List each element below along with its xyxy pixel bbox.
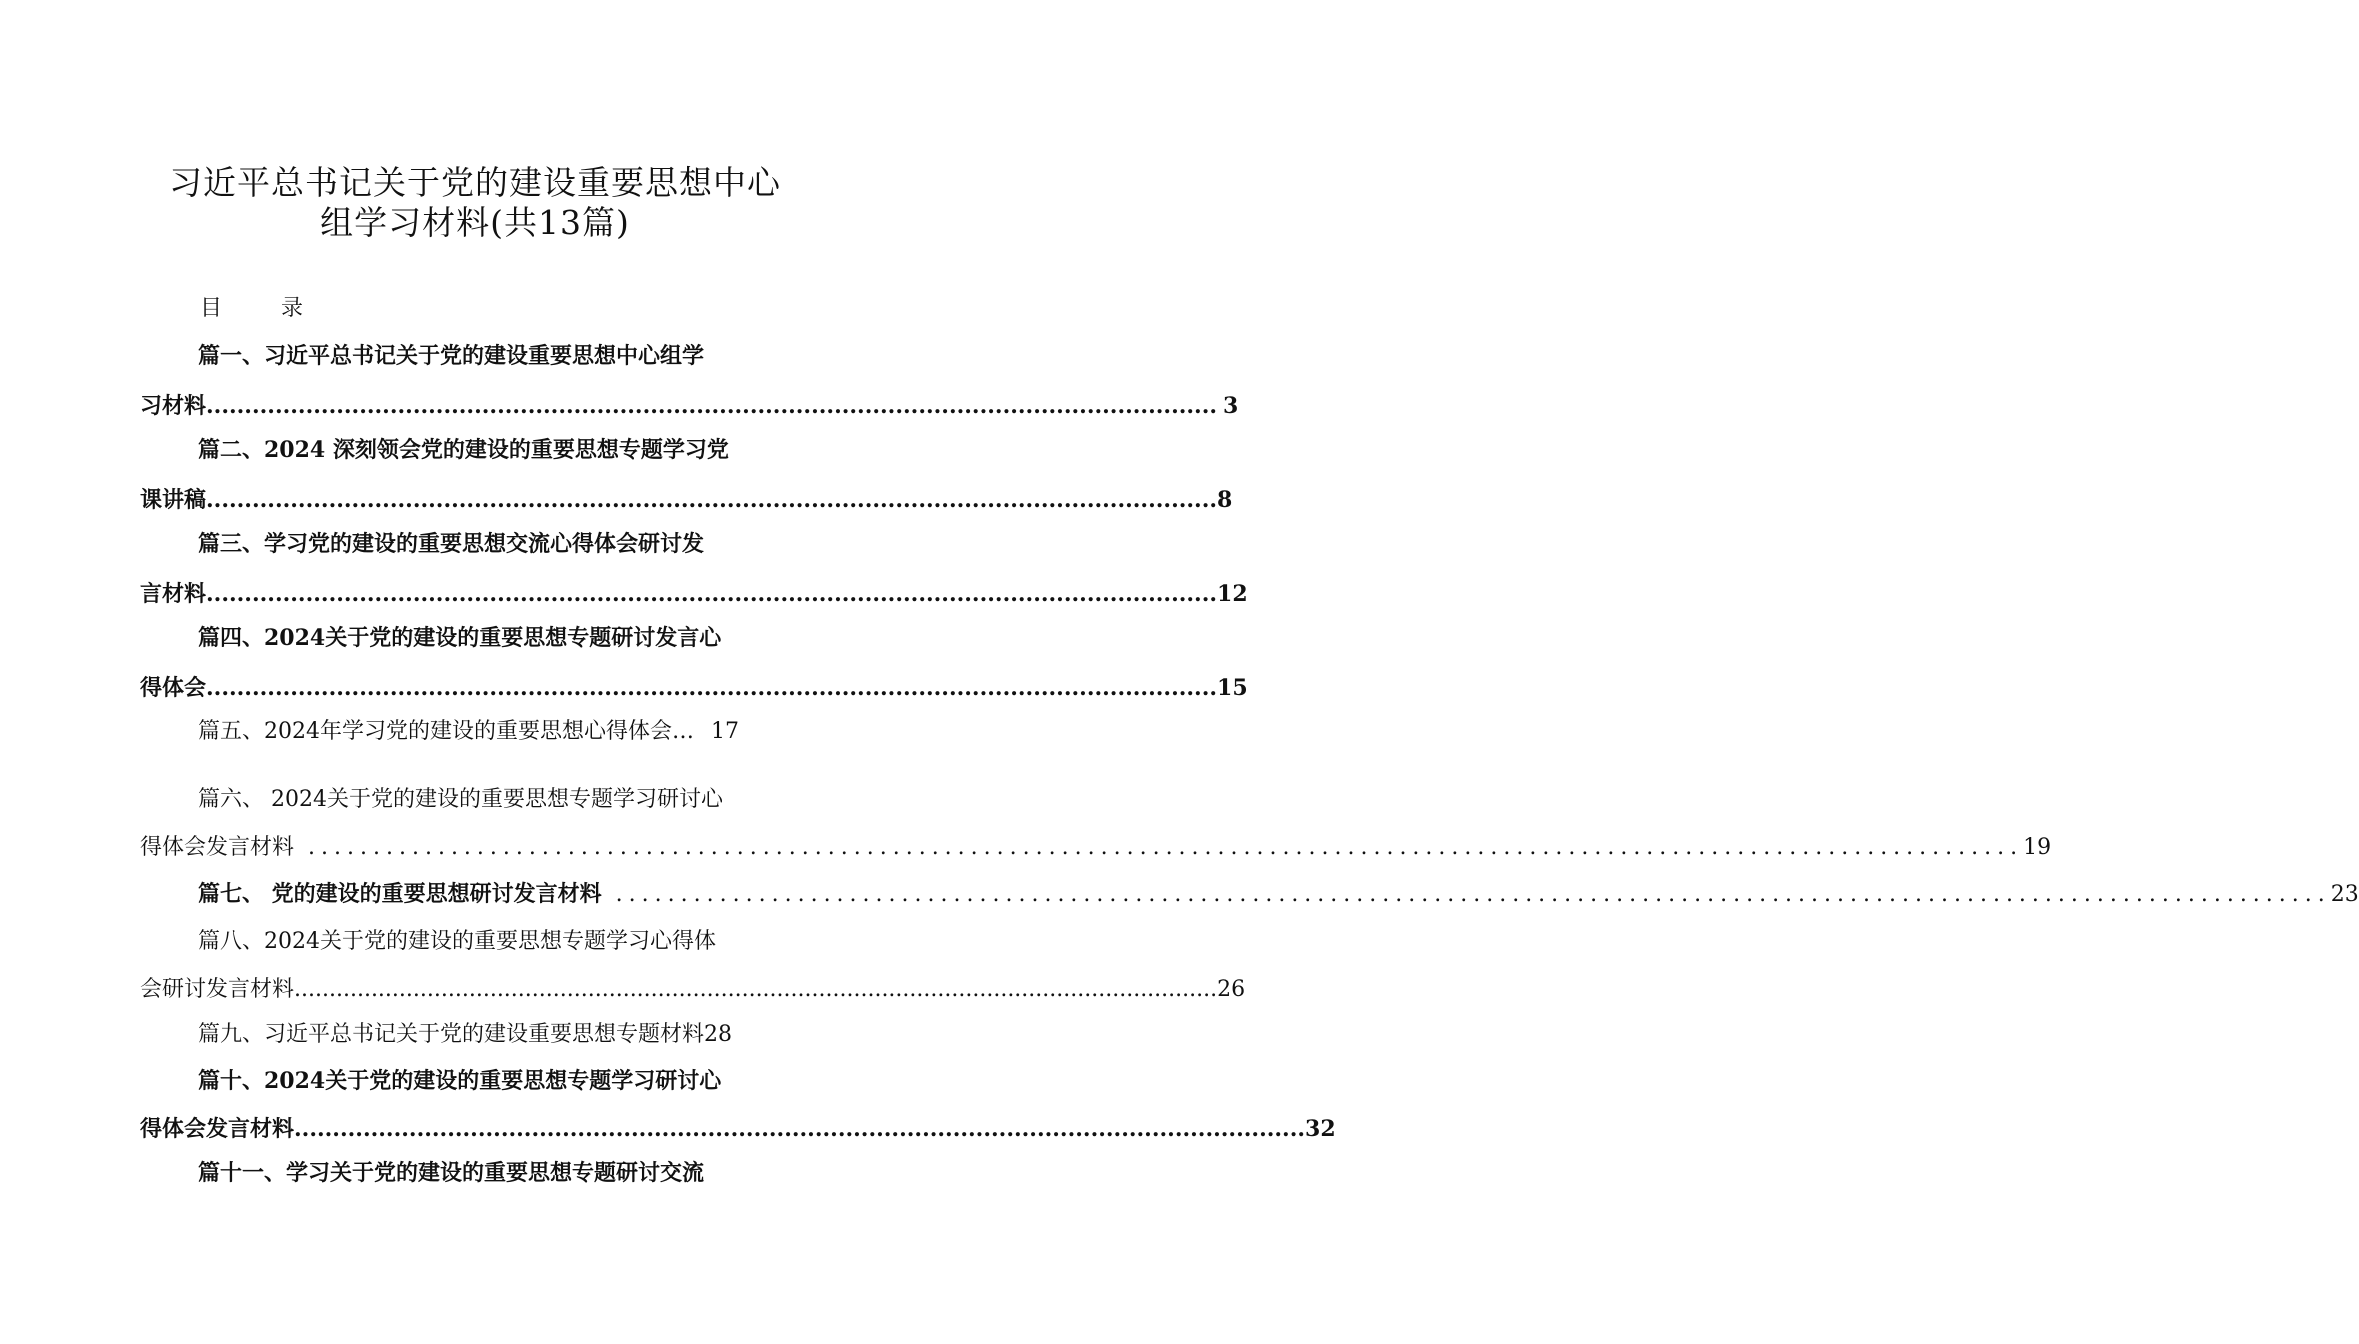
toc-item-4-leader[interactable] xyxy=(140,671,1248,702)
toc-item-2-leader[interactable] xyxy=(140,483,1233,514)
toc-item-3-page: 12 xyxy=(1217,581,1248,607)
toc-item-3-title[interactable]: 篇三、学习党的建设的重要思想交流心得体会研讨发 xyxy=(198,531,705,557)
toc-item-5-page: 17 xyxy=(711,719,739,744)
toc-item-7[interactable] xyxy=(198,877,2359,908)
toc-item-9-title: 篇九、习近平总书记关于党的建设重要思想专题材料 xyxy=(198,1022,705,1047)
toc-item-6-leader[interactable] xyxy=(140,830,2052,861)
dot-leader: .................................................................................................................................... xyxy=(294,977,1218,1002)
toc-item-1-title-cont: 习材料 xyxy=(140,393,207,419)
toc-item-6-title-cont: 得体会发言材料 xyxy=(140,835,295,860)
toc-item-8-title-cont: 会研讨发言材料 xyxy=(140,977,295,1002)
toc-item-4-title-cont: 得体会 xyxy=(140,675,207,701)
dot-leader: .................................................................................................................................... xyxy=(308,835,2024,860)
dot-leader: .................................................................................................................................... xyxy=(206,393,1218,419)
doc-title-line1: 习近平总书记关于党的建设重要思想中心 xyxy=(169,163,781,202)
toc-item-2-title[interactable]: 篇二、2024 深刻领会党的建设的重要思想专题学习党 xyxy=(198,437,729,463)
toc-item-11-title[interactable]: 篇十一、学习关于党的建设的重要思想专题研讨交流 xyxy=(198,1160,705,1186)
toc-item-5[interactable] xyxy=(198,714,818,745)
toc-item-2-page: 8 xyxy=(1217,487,1233,513)
toc-item-9[interactable] xyxy=(198,1017,732,1048)
dot-leader: .................................................................................................................................... xyxy=(206,581,1218,607)
toc-item-6-page: 19 xyxy=(2023,835,2052,860)
toc-item-10-title[interactable]: 篇十、2024关于党的建设的重要思想专题学习研讨心 xyxy=(198,1068,722,1094)
dot-leader: .................................................................................................................................... xyxy=(294,1116,1306,1142)
toc-item-8-title[interactable]: 篇八、2024关于党的建设的重要思想专题学习心得体 xyxy=(198,929,716,954)
toc-item-7-title: 篇七、 党的建设的重要思想研讨发言材料 xyxy=(198,881,602,907)
toc-heading: 目 录 xyxy=(200,296,329,321)
toc-item-8-page: 26 xyxy=(1217,977,1246,1002)
toc-item-4-title[interactable]: 篇四、2024关于党的建设的重要思想专题研讨发言心 xyxy=(198,625,722,651)
toc-item-2-title-cont: 课讲稿 xyxy=(140,487,207,513)
toc-item-6-title[interactable]: 篇六、 2024关于党的建设的重要思想专题学习研讨心 xyxy=(198,787,723,812)
toc-item-9-page: 28 xyxy=(704,1022,733,1047)
toc-item-10-title-cont: 得体会发言材料 xyxy=(140,1116,295,1142)
toc-item-10-leader[interactable] xyxy=(140,1112,1336,1143)
toc-item-3-title-cont: 言材料 xyxy=(140,581,207,607)
toc-item-1-title[interactable]: 篇一、习近平总书记关于党的建设重要思想中心组学 xyxy=(198,343,705,369)
doc-title-line2: 组学习材料(共13篇) xyxy=(320,203,630,242)
dot-leader: .................................................................................................................................... xyxy=(206,487,1218,513)
toc-item-10-page: 32 xyxy=(1305,1116,1336,1142)
toc-item-3-leader[interactable] xyxy=(140,577,1248,608)
toc-item-1-leader[interactable] xyxy=(140,389,1239,420)
toc-item-8-leader[interactable] xyxy=(140,972,1246,1003)
toc-item-5-title: 篇五、2024年学习党的建设的重要思想心得体会… xyxy=(198,719,694,744)
toc-item-4-page: 15 xyxy=(1217,675,1248,701)
dot-leader: .................................................................................................................................... xyxy=(615,882,2331,907)
dot-leader: .................................................................................................................................... xyxy=(206,675,1218,701)
toc-item-1-page: 3 xyxy=(1223,393,1239,419)
toc-item-7-page: 23 xyxy=(2330,882,2359,907)
